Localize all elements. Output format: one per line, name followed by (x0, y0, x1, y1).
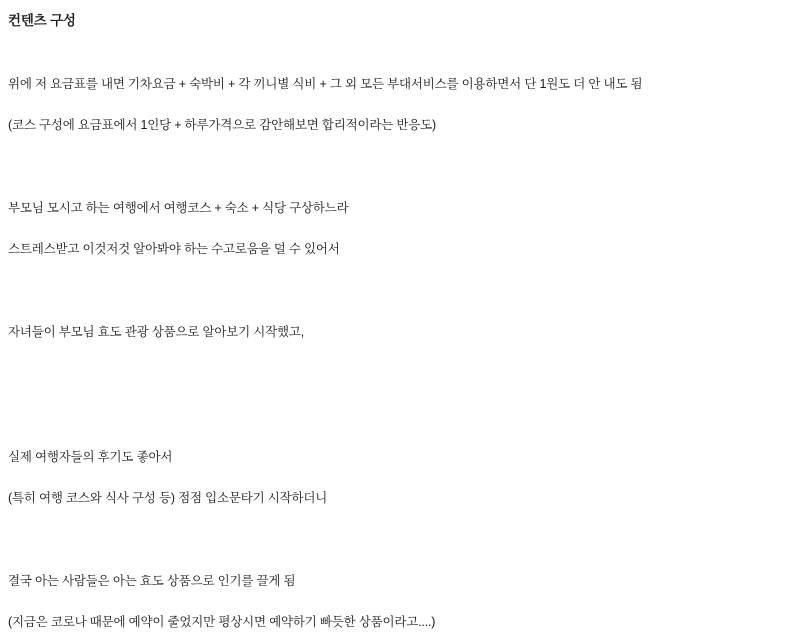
paragraph-3: 부모님 모시고 하는 여행에서 여행코스 + 숙소 + 식당 구상하느라 (8, 201, 349, 215)
paragraph-9: (지금은 코로나 때문에 예약이 줄었지만 평상시면 예약하기 빠듯한 상품이라고....) (8, 615, 436, 629)
paragraph-1: 위에 저 요금표를 내면 기차요금 + 숙박비 + 각 끼니별 식비 + 그 외 모든 부대서비스를 이용하면서 단 1원도 더 안 내도 됨 (8, 77, 643, 91)
paragraph-7: (특히 여행 코스와 식사 구성 등) 점점 입소문타기 시작하더니 (8, 491, 328, 505)
paragraph-8: 결국 아는 사람들은 아는 효도 상품으로 인기를 끌게 됨 (8, 574, 296, 588)
paragraph-4: 스트레스받고 이것저것 알아봐야 하는 수고로움을 덜 수 있어서 (8, 242, 340, 256)
paragraph-2: (코스 구성에 요금표에서 1인당 + 하루가격으로 감안해보면 합리적이라는 반응도) (8, 118, 436, 132)
paragraph-5: 자녀들이 부모님 효도 관광 상품으로 알아보기 시작했고, (8, 325, 305, 339)
page-title: 컨텐츠 구성 (8, 13, 76, 28)
paragraph-6: 실제 여행자들의 후기도 좋아서 (8, 450, 173, 464)
